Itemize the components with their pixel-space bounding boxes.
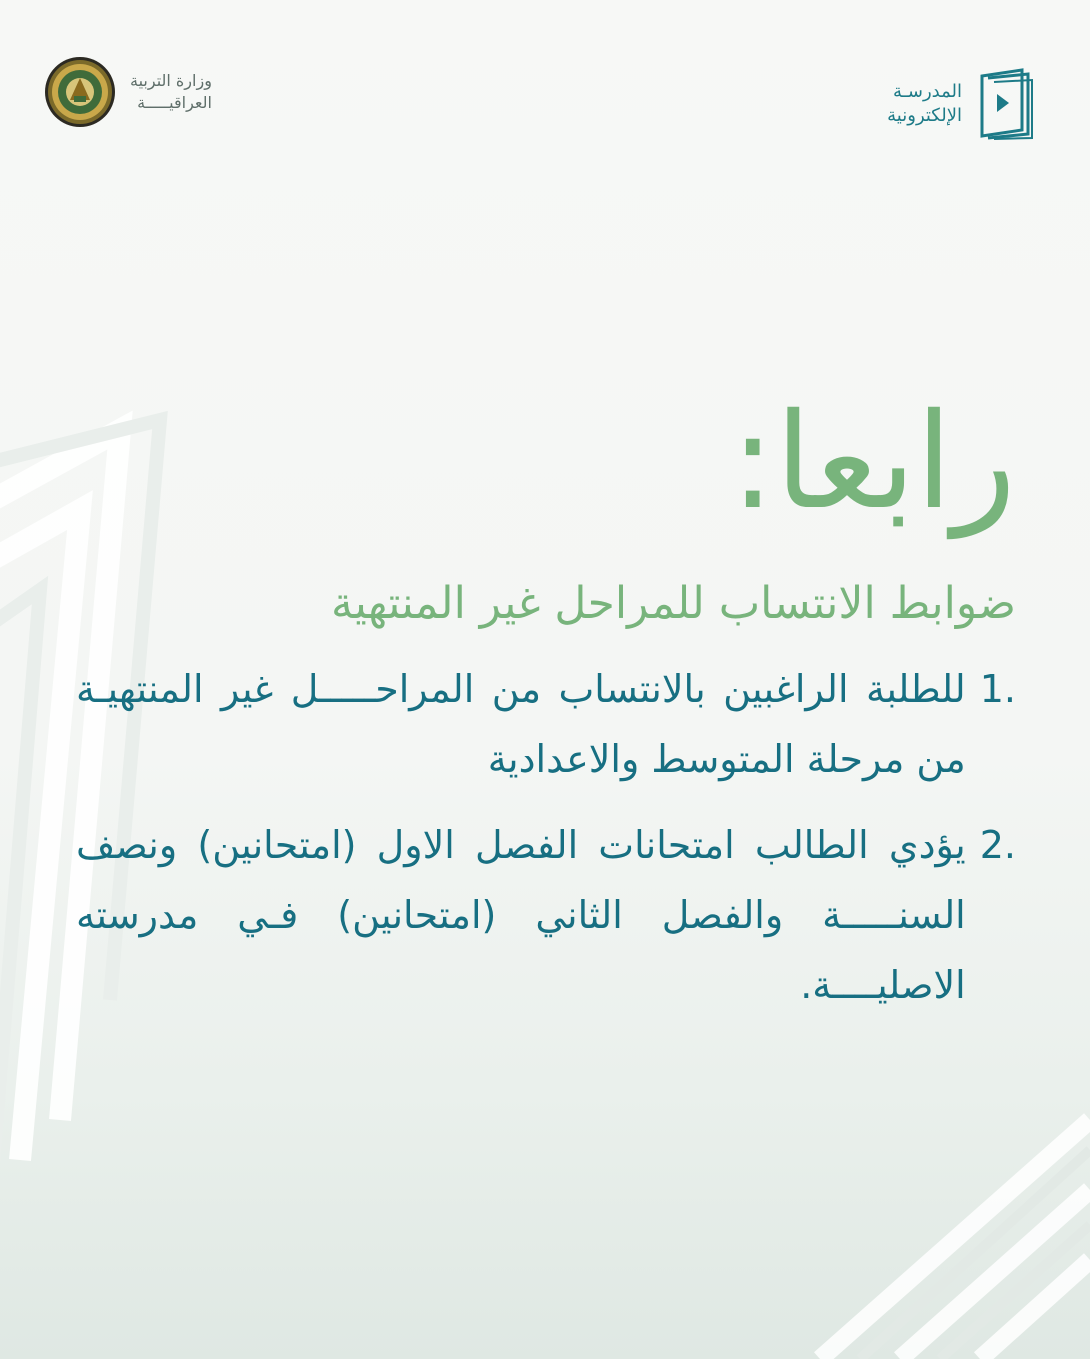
list-item-text: يؤدي الطالب امتحانات الفصل الاول (امتحانين) ونصف السنـــــة والفصل الثاني (امتحانين) فـي مدرسته الاصليــــة. xyxy=(76,823,966,1007)
section-heading: رابعا: xyxy=(730,385,1016,539)
ministry-name-line2: العراقيـــــة xyxy=(137,93,212,112)
ministry-logo xyxy=(44,56,212,128)
ministry-name xyxy=(130,70,212,114)
ministry-name-line1: وزارة التربية xyxy=(130,71,212,90)
eschool-name-line2: الإلكترونية xyxy=(887,105,962,126)
list-item-number: .1 xyxy=(979,667,1016,711)
list-item-number: .2 xyxy=(979,823,1016,867)
book-play-icon xyxy=(976,68,1036,140)
eschool-logo xyxy=(887,68,1036,140)
list-item xyxy=(76,810,1016,1020)
section-subheading: ضوابط الانتساب للمراحل غير المنتهية xyxy=(331,578,1016,629)
list-item-text: للطلبة الراغبين بالانتساب من المراحـــــل غير المنتهيـة من مرحلة المتوسط والاعدادية xyxy=(76,667,966,781)
list-item xyxy=(76,654,1016,794)
ministry-emblem-icon xyxy=(44,56,116,128)
eschool-name xyxy=(887,80,962,128)
eschool-name-line1: المدرسـة xyxy=(892,81,962,102)
requirements-list xyxy=(76,654,1016,1020)
